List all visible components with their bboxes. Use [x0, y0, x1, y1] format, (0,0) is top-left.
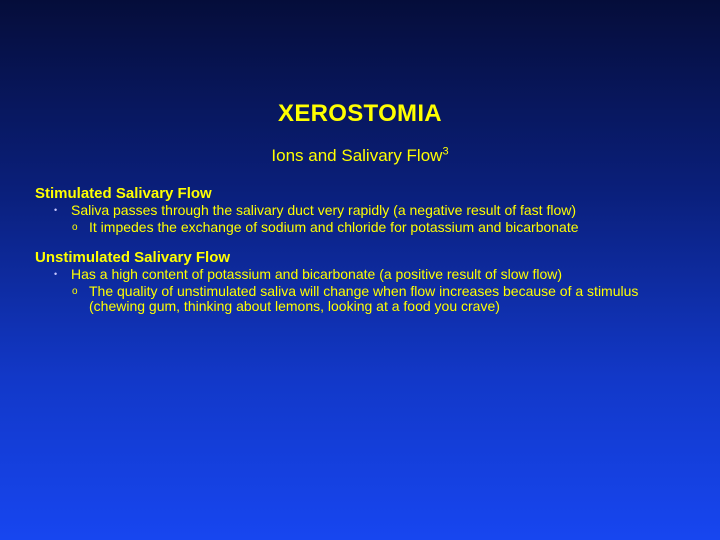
- subtitle-reference: 3: [442, 145, 449, 158]
- subtitle-text: Ions and Salivary Flow: [271, 146, 443, 165]
- section-unstimulated-flow: [35, 249, 675, 314]
- subbullet-item: [35, 284, 675, 314]
- slide-content: [35, 185, 675, 328]
- section-stimulated-flow: [35, 185, 675, 235]
- bullet-dot-icon: •: [54, 269, 58, 279]
- section-heading: Unstimulated Salivary Flow: [35, 249, 231, 266]
- subbullet-text: The quality of unstimulated saliva will change when flow increases because of a stimulus (chewing gum, thinking about lemons, looking at a food you crave): [89, 283, 639, 314]
- hollow-circle-icon: o: [72, 222, 78, 233]
- subbullet-item: [35, 220, 675, 235]
- bullet-text: Has a high content of potassium and bicarbonate (a positive result of slow flow): [71, 266, 563, 282]
- bullet-dot-icon: •: [54, 205, 58, 215]
- section-heading: Stimulated Salivary Flow: [35, 185, 212, 202]
- bullet-item: [35, 203, 675, 218]
- bullet-text: Saliva passes through the salivary duct very rapidly (a negative result of fast flow): [71, 202, 577, 218]
- subbullet-text: It impedes the exchange of sodium and chloride for potassium and bicarbonate: [89, 219, 579, 235]
- hollow-circle-icon: o: [72, 286, 78, 297]
- bullet-item: [35, 267, 675, 282]
- slide-title: XEROSTOMIA: [278, 100, 442, 127]
- slide-subtitle: [0, 146, 720, 166]
